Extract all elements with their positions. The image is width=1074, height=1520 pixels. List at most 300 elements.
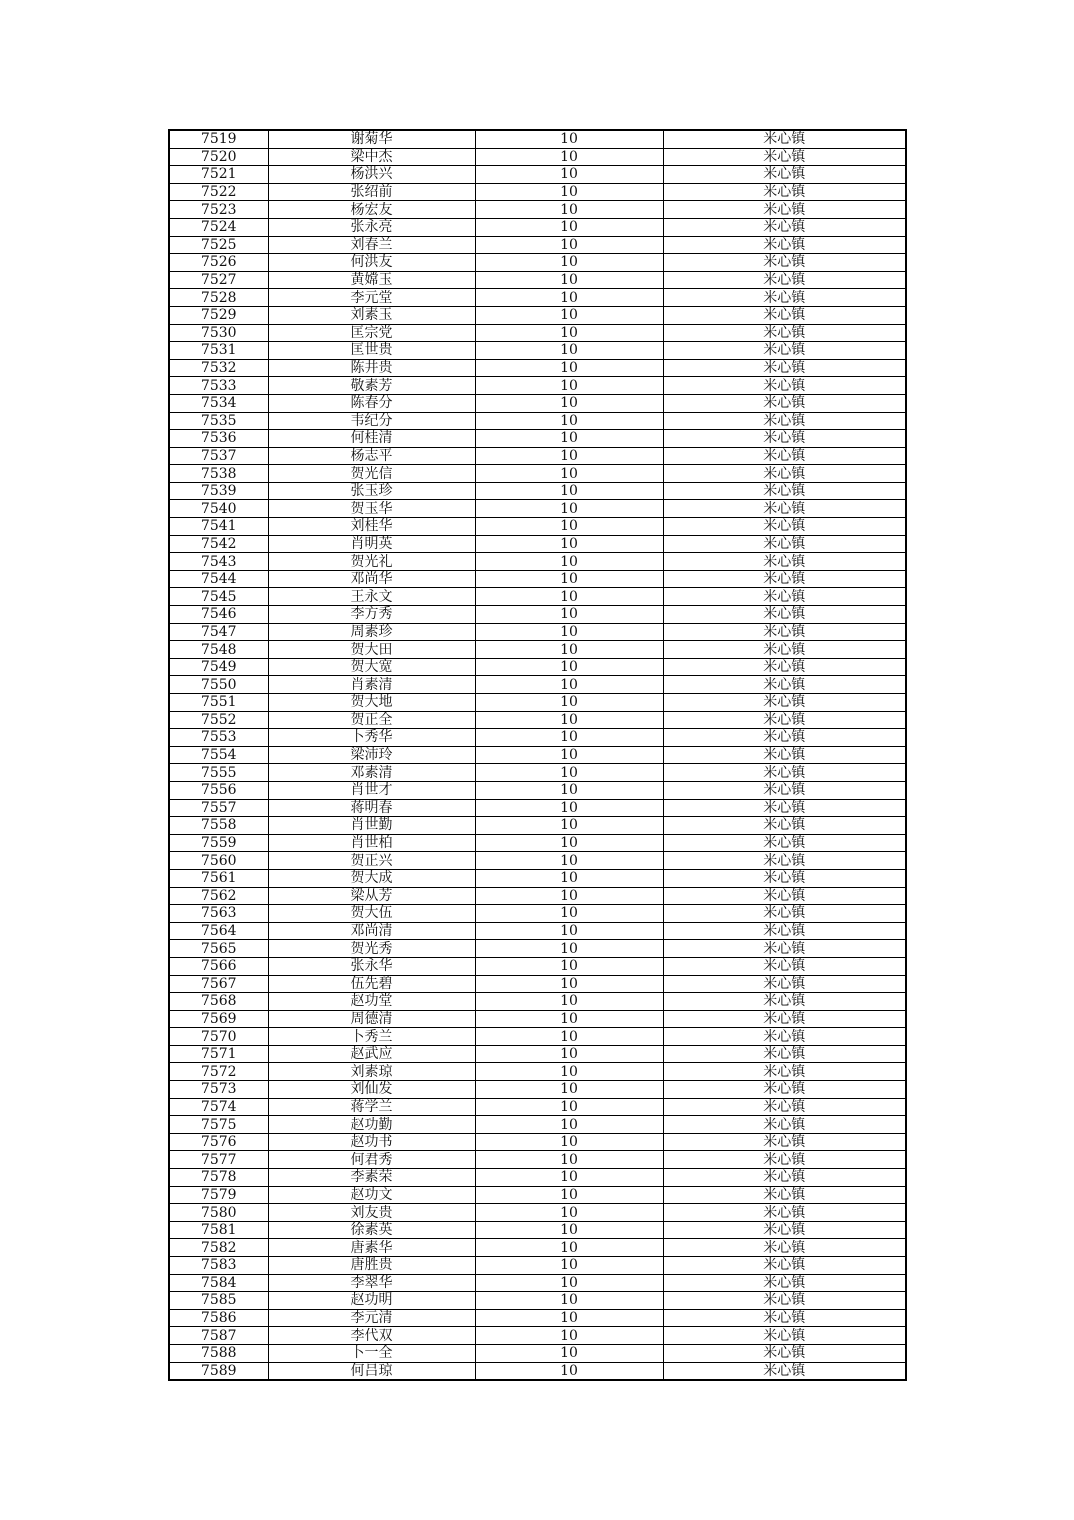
table-row: [169, 570, 906, 588]
table-row: [169, 254, 906, 272]
name-cell: 肖明英: [268, 535, 475, 553]
table-row: [169, 1292, 906, 1310]
name-cell: 李元堂: [268, 289, 475, 307]
row-number-cell: 7528: [169, 289, 268, 307]
amount-cell: 10: [475, 394, 663, 412]
table-row: [169, 1028, 906, 1046]
name-cell: 何洪友: [268, 254, 475, 272]
table-row: [169, 130, 906, 148]
table-row: [169, 993, 906, 1011]
town-cell: 米心镇: [663, 130, 906, 148]
amount-cell: 10: [475, 764, 663, 782]
town-cell: 米心镇: [663, 588, 906, 606]
row-number-cell: 7573: [169, 1081, 268, 1099]
amount-cell: 10: [475, 887, 663, 905]
town-cell: 米心镇: [663, 306, 906, 324]
name-cell: 杨宏友: [268, 201, 475, 219]
table-row: [169, 166, 906, 184]
name-cell: 周德清: [268, 1010, 475, 1028]
table-row: [169, 1257, 906, 1275]
table-row: [169, 1309, 906, 1327]
name-cell: 邓素清: [268, 764, 475, 782]
row-number-cell: 7548: [169, 641, 268, 659]
amount-cell: 10: [475, 447, 663, 465]
town-cell: 米心镇: [663, 1309, 906, 1327]
town-cell: 米心镇: [663, 887, 906, 905]
row-number-cell: 7571: [169, 1045, 268, 1063]
town-cell: 米心镇: [663, 183, 906, 201]
table-row: [169, 940, 906, 958]
name-cell: 刘仙发: [268, 1081, 475, 1099]
row-number-cell: 7531: [169, 342, 268, 360]
row-number-cell: 7547: [169, 623, 268, 641]
row-number-cell: 7570: [169, 1028, 268, 1046]
amount-cell: 10: [475, 570, 663, 588]
amount-cell: 10: [475, 359, 663, 377]
name-cell: 贺大宽: [268, 658, 475, 676]
town-cell: 米心镇: [663, 1063, 906, 1081]
name-cell: 赵功堂: [268, 993, 475, 1011]
town-cell: 米心镇: [663, 746, 906, 764]
name-cell: 贺光秀: [268, 940, 475, 958]
amount-cell: 10: [475, 1204, 663, 1222]
amount-cell: 10: [475, 377, 663, 395]
name-cell: 贺大田: [268, 641, 475, 659]
table-row: [169, 1274, 906, 1292]
table-row: [169, 711, 906, 729]
row-number-cell: 7563: [169, 905, 268, 923]
row-number-cell: 7545: [169, 588, 268, 606]
table-row: [169, 606, 906, 624]
name-cell: 匡宗党: [268, 324, 475, 342]
name-cell: 肖素清: [268, 676, 475, 694]
table-row: [169, 1186, 906, 1204]
table-row: [169, 183, 906, 201]
row-number-cell: 7586: [169, 1309, 268, 1327]
amount-cell: 10: [475, 1221, 663, 1239]
row-number-cell: 7588: [169, 1344, 268, 1362]
name-cell: 韦纪分: [268, 412, 475, 430]
town-cell: 米心镇: [663, 975, 906, 993]
town-cell: 米心镇: [663, 236, 906, 254]
town-cell: 米心镇: [663, 676, 906, 694]
name-cell: 李素荣: [268, 1169, 475, 1187]
name-cell: 谢菊华: [268, 130, 475, 148]
table-row: [169, 1327, 906, 1345]
row-number-cell: 7550: [169, 676, 268, 694]
row-number-cell: 7521: [169, 166, 268, 184]
town-cell: 米心镇: [663, 1274, 906, 1292]
row-number-cell: 7522: [169, 183, 268, 201]
amount-cell: 10: [475, 852, 663, 870]
table-row: [169, 1204, 906, 1222]
row-number-cell: 7535: [169, 412, 268, 430]
row-number-cell: 7544: [169, 570, 268, 588]
table-row: [169, 729, 906, 747]
row-number-cell: 7533: [169, 377, 268, 395]
name-cell: 张玉珍: [268, 482, 475, 500]
town-cell: 米心镇: [663, 430, 906, 448]
row-number-cell: 7584: [169, 1274, 268, 1292]
table-row: [169, 1169, 906, 1187]
town-cell: 米心镇: [663, 377, 906, 395]
table-row: [169, 834, 906, 852]
town-cell: 米心镇: [663, 1257, 906, 1275]
amount-cell: 10: [475, 1063, 663, 1081]
row-number-cell: 7537: [169, 447, 268, 465]
name-cell: 陈春分: [268, 394, 475, 412]
row-number-cell: 7559: [169, 834, 268, 852]
town-cell: 米心镇: [663, 606, 906, 624]
name-cell: 徐素英: [268, 1221, 475, 1239]
name-cell: 梁从芳: [268, 887, 475, 905]
name-cell: 何吕琼: [268, 1362, 475, 1380]
table-row: [169, 852, 906, 870]
town-cell: 米心镇: [663, 1292, 906, 1310]
town-cell: 米心镇: [663, 729, 906, 747]
row-number-cell: 7565: [169, 940, 268, 958]
amount-cell: 10: [475, 1344, 663, 1362]
name-cell: 敬素芳: [268, 377, 475, 395]
name-cell: 刘友贵: [268, 1204, 475, 1222]
town-cell: 米心镇: [663, 535, 906, 553]
table-row: [169, 518, 906, 536]
table-row: [169, 746, 906, 764]
amount-cell: 10: [475, 1116, 663, 1134]
table-row: [169, 377, 906, 395]
table-row: [169, 1362, 906, 1380]
table-row: [169, 1045, 906, 1063]
amount-cell: 10: [475, 1028, 663, 1046]
town-cell: 米心镇: [663, 1186, 906, 1204]
row-number-cell: 7566: [169, 957, 268, 975]
amount-cell: 10: [475, 1098, 663, 1116]
row-number-cell: 7578: [169, 1169, 268, 1187]
row-number-cell: 7587: [169, 1327, 268, 1345]
name-cell: 邓尚华: [268, 570, 475, 588]
row-number-cell: 7576: [169, 1133, 268, 1151]
amount-cell: 10: [475, 975, 663, 993]
row-number-cell: 7526: [169, 254, 268, 272]
town-cell: 米心镇: [663, 1045, 906, 1063]
amount-cell: 10: [475, 218, 663, 236]
table-row: [169, 1010, 906, 1028]
amount-cell: 10: [475, 869, 663, 887]
row-number-cell: 7569: [169, 1010, 268, 1028]
name-cell: 赵武应: [268, 1045, 475, 1063]
name-cell: 卜秀兰: [268, 1028, 475, 1046]
name-cell: 刘桂华: [268, 518, 475, 536]
table-row: [169, 905, 906, 923]
amount-cell: 10: [475, 729, 663, 747]
amount-cell: 10: [475, 1257, 663, 1275]
town-cell: 米心镇: [663, 482, 906, 500]
name-cell: 肖世勤: [268, 817, 475, 835]
town-cell: 米心镇: [663, 518, 906, 536]
row-number-cell: 7568: [169, 993, 268, 1011]
amount-cell: 10: [475, 518, 663, 536]
name-cell: 蒋学兰: [268, 1098, 475, 1116]
amount-cell: 10: [475, 1081, 663, 1099]
name-cell: 李翠华: [268, 1274, 475, 1292]
town-cell: 米心镇: [663, 447, 906, 465]
amount-cell: 10: [475, 1045, 663, 1063]
row-number-cell: 7555: [169, 764, 268, 782]
amount-cell: 10: [475, 799, 663, 817]
town-cell: 米心镇: [663, 342, 906, 360]
town-cell: 米心镇: [663, 289, 906, 307]
table-row: [169, 1063, 906, 1081]
table-row: [169, 236, 906, 254]
table-row: [169, 641, 906, 659]
name-cell: 李方秀: [268, 606, 475, 624]
table-row: [169, 535, 906, 553]
amount-cell: 10: [475, 1169, 663, 1187]
table-row: [169, 148, 906, 166]
table-row: [169, 342, 906, 360]
amount-cell: 10: [475, 834, 663, 852]
table-row: [169, 324, 906, 342]
row-number-cell: 7553: [169, 729, 268, 747]
name-cell: 伍先碧: [268, 975, 475, 993]
name-cell: 李元清: [268, 1309, 475, 1327]
amount-cell: 10: [475, 1327, 663, 1345]
row-number-cell: 7577: [169, 1151, 268, 1169]
table-row: [169, 676, 906, 694]
amount-cell: 10: [475, 1309, 663, 1327]
amount-cell: 10: [475, 781, 663, 799]
town-cell: 米心镇: [663, 553, 906, 571]
name-cell: 刘素琼: [268, 1063, 475, 1081]
row-number-cell: 7543: [169, 553, 268, 571]
amount-cell: 10: [475, 817, 663, 835]
row-number-cell: 7539: [169, 482, 268, 500]
town-cell: 米心镇: [663, 570, 906, 588]
town-cell: 米心镇: [663, 324, 906, 342]
town-cell: 米心镇: [663, 1098, 906, 1116]
row-number-cell: 7520: [169, 148, 268, 166]
row-number-cell: 7575: [169, 1116, 268, 1134]
amount-cell: 10: [475, 1362, 663, 1380]
row-number-cell: 7589: [169, 1362, 268, 1380]
table-row: [169, 1239, 906, 1257]
amount-cell: 10: [475, 271, 663, 289]
town-cell: 米心镇: [663, 465, 906, 483]
amount-cell: 10: [475, 940, 663, 958]
row-number-cell: 7519: [169, 130, 268, 148]
amount-cell: 10: [475, 482, 663, 500]
town-cell: 米心镇: [663, 922, 906, 940]
name-cell: 卜秀华: [268, 729, 475, 747]
amount-cell: 10: [475, 623, 663, 641]
row-number-cell: 7534: [169, 394, 268, 412]
row-number-cell: 7585: [169, 1292, 268, 1310]
table-row: [169, 817, 906, 835]
town-cell: 米心镇: [663, 254, 906, 272]
town-cell: 米心镇: [663, 271, 906, 289]
amount-cell: 10: [475, 1292, 663, 1310]
table-row: [169, 922, 906, 940]
town-cell: 米心镇: [663, 1327, 906, 1345]
name-cell: 贺玉华: [268, 500, 475, 518]
name-cell: 赵功书: [268, 1133, 475, 1151]
table-row: [169, 271, 906, 289]
row-number-cell: 7540: [169, 500, 268, 518]
name-cell: 贺光信: [268, 465, 475, 483]
amount-cell: 10: [475, 1186, 663, 1204]
town-cell: 米心镇: [663, 394, 906, 412]
town-cell: 米心镇: [663, 201, 906, 219]
table-row: [169, 764, 906, 782]
table-row: [169, 1151, 906, 1169]
table-row: [169, 781, 906, 799]
town-cell: 米心镇: [663, 359, 906, 377]
town-cell: 米心镇: [663, 1133, 906, 1151]
row-number-cell: 7557: [169, 799, 268, 817]
town-cell: 米心镇: [663, 1239, 906, 1257]
name-cell: 邓尚清: [268, 922, 475, 940]
name-cell: 赵功勤: [268, 1116, 475, 1134]
amount-cell: 10: [475, 676, 663, 694]
row-number-cell: 7529: [169, 306, 268, 324]
town-cell: 米心镇: [663, 799, 906, 817]
amount-cell: 10: [475, 148, 663, 166]
row-number-cell: 7530: [169, 324, 268, 342]
row-number-cell: 7524: [169, 218, 268, 236]
name-cell: 杨洪兴: [268, 166, 475, 184]
name-cell: 贺大地: [268, 694, 475, 712]
amount-cell: 10: [475, 500, 663, 518]
town-cell: 米心镇: [663, 623, 906, 641]
amount-cell: 10: [475, 465, 663, 483]
name-cell: 贺光礼: [268, 553, 475, 571]
table-row: [169, 1098, 906, 1116]
row-number-cell: 7567: [169, 975, 268, 993]
row-number-cell: 7556: [169, 781, 268, 799]
amount-cell: 10: [475, 254, 663, 272]
town-cell: 米心镇: [663, 166, 906, 184]
row-number-cell: 7541: [169, 518, 268, 536]
table-row: [169, 465, 906, 483]
amount-cell: 10: [475, 306, 663, 324]
table-row: [169, 412, 906, 430]
row-number-cell: 7527: [169, 271, 268, 289]
town-cell: 米心镇: [663, 1028, 906, 1046]
row-number-cell: 7549: [169, 658, 268, 676]
town-cell: 米心镇: [663, 1010, 906, 1028]
row-number-cell: 7572: [169, 1063, 268, 1081]
amount-cell: 10: [475, 535, 663, 553]
amount-cell: 10: [475, 606, 663, 624]
town-cell: 米心镇: [663, 993, 906, 1011]
amount-cell: 10: [475, 201, 663, 219]
name-cell: 陈井贵: [268, 359, 475, 377]
row-number-cell: 7532: [169, 359, 268, 377]
table-row: [169, 218, 906, 236]
table-row: [169, 447, 906, 465]
amount-cell: 10: [475, 166, 663, 184]
amount-cell: 10: [475, 130, 663, 148]
amount-cell: 10: [475, 1274, 663, 1292]
row-number-cell: 7579: [169, 1186, 268, 1204]
amount-cell: 10: [475, 922, 663, 940]
table-row: [169, 694, 906, 712]
name-cell: 王永文: [268, 588, 475, 606]
town-cell: 米心镇: [663, 1169, 906, 1187]
amount-cell: 10: [475, 746, 663, 764]
table-row: [169, 553, 906, 571]
amount-cell: 10: [475, 1239, 663, 1257]
amount-cell: 10: [475, 957, 663, 975]
row-number-cell: 7574: [169, 1098, 268, 1116]
table-row: [169, 957, 906, 975]
town-cell: 米心镇: [663, 781, 906, 799]
name-cell: 贺正全: [268, 711, 475, 729]
table-row: [169, 1116, 906, 1134]
table-row: [169, 359, 906, 377]
amount-cell: 10: [475, 905, 663, 923]
row-number-cell: 7551: [169, 694, 268, 712]
town-cell: 米心镇: [663, 148, 906, 166]
town-cell: 米心镇: [663, 957, 906, 975]
row-number-cell: 7558: [169, 817, 268, 835]
table-row: [169, 799, 906, 817]
name-cell: 贺大成: [268, 869, 475, 887]
name-cell: 张绍前: [268, 183, 475, 201]
name-cell: 张永亮: [268, 218, 475, 236]
row-number-cell: 7561: [169, 869, 268, 887]
town-cell: 米心镇: [663, 500, 906, 518]
row-number-cell: 7562: [169, 887, 268, 905]
name-cell: 梁沛玲: [268, 746, 475, 764]
town-cell: 米心镇: [663, 641, 906, 659]
town-cell: 米心镇: [663, 1362, 906, 1380]
name-cell: 肖世才: [268, 781, 475, 799]
town-cell: 米心镇: [663, 764, 906, 782]
name-cell: 黄嫦玉: [268, 271, 475, 289]
town-cell: 米心镇: [663, 1204, 906, 1222]
town-cell: 米心镇: [663, 905, 906, 923]
table-row: [169, 887, 906, 905]
row-number-cell: 7580: [169, 1204, 268, 1222]
amount-cell: 10: [475, 588, 663, 606]
table-row: [169, 588, 906, 606]
table-row: [169, 500, 906, 518]
row-number-cell: 7581: [169, 1221, 268, 1239]
town-cell: 米心镇: [663, 1221, 906, 1239]
town-cell: 米心镇: [663, 940, 906, 958]
town-cell: 米心镇: [663, 1081, 906, 1099]
name-cell: 何桂清: [268, 430, 475, 448]
row-number-cell: 7554: [169, 746, 268, 764]
amount-cell: 10: [475, 993, 663, 1011]
name-cell: 梁中杰: [268, 148, 475, 166]
table-row: [169, 1221, 906, 1239]
row-number-cell: 7582: [169, 1239, 268, 1257]
town-cell: 米心镇: [663, 852, 906, 870]
amount-cell: 10: [475, 430, 663, 448]
town-cell: 米心镇: [663, 1116, 906, 1134]
table-row: [169, 1133, 906, 1151]
amount-cell: 10: [475, 342, 663, 360]
amount-cell: 10: [475, 236, 663, 254]
name-cell: 贺大伍: [268, 905, 475, 923]
roster-table-body: [169, 130, 906, 1380]
row-number-cell: 7552: [169, 711, 268, 729]
name-cell: 蒋明春: [268, 799, 475, 817]
row-number-cell: 7583: [169, 1257, 268, 1275]
name-cell: 刘素玉: [268, 306, 475, 324]
